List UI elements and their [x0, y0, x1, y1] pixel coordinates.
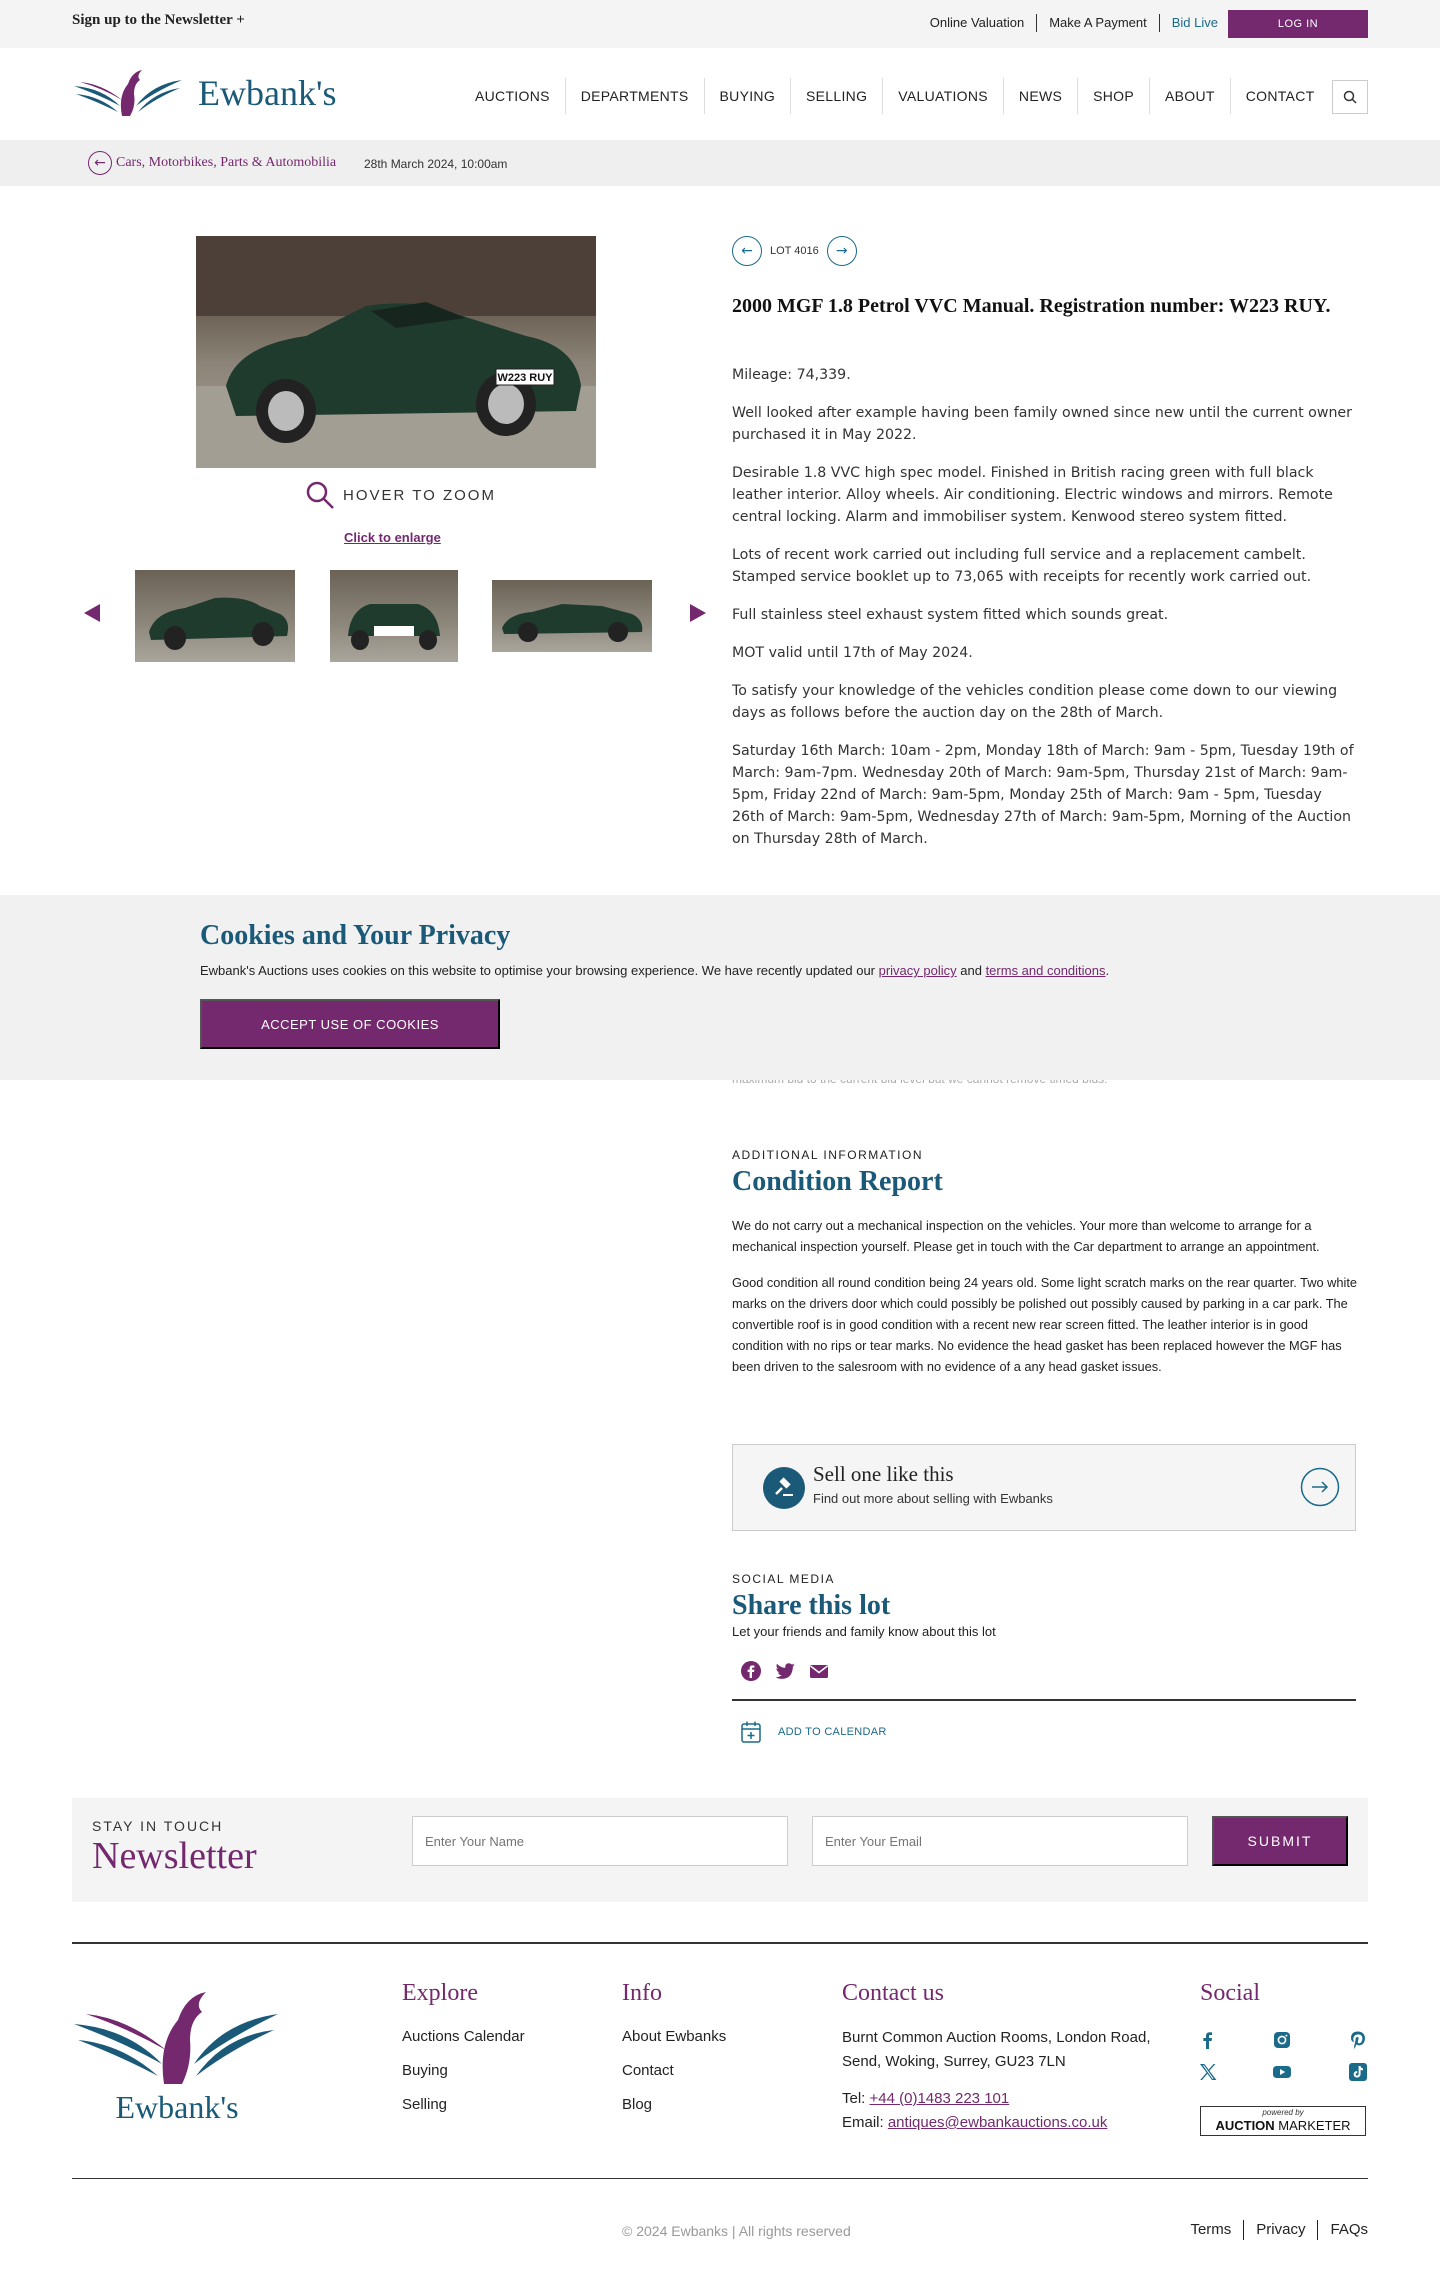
lot-number: LOT 4016	[770, 245, 819, 257]
newsletter-name-input[interactable]	[412, 1816, 788, 1866]
top-bar	[0, 0, 1440, 48]
nav-shop[interactable]: SHOP	[1078, 78, 1150, 114]
email-icon[interactable]	[808, 1660, 830, 1682]
condition-paragraph: We do not carry out a mechanical inspection on the vehicles. Your more than welcome to arrange for a mechanical inspection yourself. Please get in touch with the Car department to arrange an appointment.	[732, 1218, 1320, 1254]
back-arrow-icon[interactable]: ←	[88, 151, 112, 175]
cookie-text-part: and	[956, 963, 986, 978]
gavel-icon	[763, 1467, 805, 1509]
add-to-calendar-label[interactable]: ADD TO CALENDAR	[778, 1726, 887, 1738]
cookie-text	[200, 963, 1109, 978]
nav-auctions[interactable]: AUCTIONS	[460, 78, 566, 114]
number-plate: W223 RUY	[497, 372, 553, 384]
login-button[interactable]: LOG IN	[1228, 10, 1368, 38]
gallery-thumbnail[interactable]	[330, 570, 458, 662]
lot-title: 2000 MGF 1.8 Petrol VVC Manual. Registration number: W223 RUY.	[732, 295, 1331, 317]
youtube-icon[interactable]	[1272, 2062, 1292, 2082]
footer-social-icons	[1198, 2030, 1368, 2090]
share-title: Share this lot	[732, 1590, 891, 1621]
description-paragraph: Full stainless steel exhaust system fitted which sounds great.	[732, 607, 1169, 623]
auction-marketer-badge[interactable]	[1200, 2106, 1366, 2136]
gallery-next-arrow-icon[interactable]	[690, 604, 706, 622]
newsletter-email-input[interactable]	[812, 1816, 1188, 1866]
breadcrumb	[0, 140, 1440, 186]
terms-link[interactable]: Terms	[1178, 2220, 1244, 2240]
sell-one-like-this-box[interactable]	[732, 1444, 1356, 1531]
footer-contact-title: Contact us	[842, 1980, 944, 2006]
am-bold: AUCTION	[1215, 2118, 1275, 2133]
footer-social-title: Social	[1200, 1980, 1260, 2006]
email-link[interactable]: antiques@ewbankauctions.co.uk	[887, 2114, 1108, 2131]
nav-buying[interactable]: BUYING	[705, 78, 791, 114]
make-payment-link[interactable]: Make A Payment	[1037, 14, 1160, 32]
footer-link-auctions-calendar[interactable]: Auctions Calendar	[402, 2028, 525, 2045]
footer-divider	[72, 2178, 1368, 2179]
divider	[732, 1699, 1356, 1701]
cookie-text-part: Ewbank's Auctions uses cookies on this website to optimise your browsing experience. We have recently updated our	[200, 963, 879, 978]
online-valuation-link[interactable]: Online Valuation	[918, 14, 1037, 32]
footer-explore-title: Explore	[402, 1980, 478, 2006]
tiktok-icon[interactable]	[1348, 2062, 1368, 2082]
cookie-text-part: .	[1105, 963, 1110, 978]
newsletter-section	[72, 1798, 1368, 1902]
search-button[interactable]	[1332, 80, 1368, 114]
search-icon	[1343, 90, 1357, 104]
instagram-icon[interactable]	[1272, 2030, 1292, 2050]
pinterest-icon[interactable]	[1348, 2030, 1368, 2050]
privacy-policy-link[interactable]: privacy policy	[878, 963, 957, 978]
magnifier-icon	[305, 480, 335, 510]
newsletter-kicker: STAY IN TOUCH	[92, 1818, 224, 1834]
footer-logo[interactable]	[72, 1984, 282, 2124]
powered-by-text: powered by	[1262, 2108, 1304, 2117]
facebook-icon[interactable]	[1198, 2030, 1218, 2050]
site-header	[0, 48, 1440, 140]
email-label: Email:	[842, 2114, 888, 2131]
share-icons	[740, 1660, 830, 1682]
footer-logo-text: Ewbank's	[115, 2089, 239, 2124]
additional-info-label: ADDITIONAL INFORMATION	[732, 1148, 924, 1162]
dragon-logo-icon	[72, 1984, 282, 2124]
cookie-banner	[0, 895, 1440, 1080]
facebook-icon[interactable]	[740, 1660, 762, 1682]
condition-report-text	[732, 1215, 1362, 1392]
footer-address: Burnt Common Auction Rooms, London Road, Send, Woking, Surrey, GU23 7LN	[842, 2029, 1151, 2070]
footer-link-contact[interactable]: Contact	[622, 2062, 674, 2079]
description-paragraph: To satisfy your knowledge of the vehicles condition please come down to our viewing days as follows before the auction day on the 28th of March.	[732, 683, 1338, 721]
footer-divider	[72, 1942, 1368, 1944]
bid-live-link[interactable]: Bid Live	[1171, 15, 1218, 30]
footer-legal-links	[1178, 2220, 1368, 2240]
gallery-thumbnail[interactable]	[135, 570, 295, 662]
nav-news[interactable]: NEWS	[1004, 78, 1078, 114]
sell-title: Sell one like this	[813, 1462, 954, 1486]
telephone-link[interactable]: +44 (0)1483 223 101	[869, 2090, 1010, 2107]
twitter-icon[interactable]	[774, 1660, 796, 1682]
terms-link[interactable]: terms and conditions	[985, 963, 1106, 978]
arrow-right-circle-icon[interactable]	[1300, 1467, 1340, 1507]
privacy-link[interactable]: Privacy	[1244, 2220, 1318, 2240]
am-rest: MARKETER	[1274, 2118, 1351, 2133]
footer-link-buying[interactable]: Buying	[402, 2062, 448, 2079]
lot-description	[732, 364, 1358, 866]
click-to-enlarge-link[interactable]: Click to enlarge	[344, 530, 441, 545]
nav-about[interactable]: ABOUT	[1150, 78, 1231, 114]
lot-navigation	[732, 236, 857, 266]
zoom-hint-text: HOVER TO ZOOM	[343, 486, 496, 504]
description-paragraph: Well looked after example having been family owned since new until the current owner purchased it in May 2022.	[732, 405, 1352, 443]
sell-subtitle: Find out more about selling with Ewbanks	[813, 1491, 1053, 1506]
auction-date: 28th March 2024, 10:00am	[364, 157, 508, 171]
main-nav	[460, 78, 1329, 114]
calendar-add-icon	[740, 1720, 762, 1744]
nav-departments[interactable]: DEPARTMENTS	[566, 78, 705, 114]
nav-valuations[interactable]: VALUATIONS	[883, 78, 1004, 114]
accept-cookies-button[interactable]: ACCEPT USE OF COOKIES	[200, 999, 500, 1049]
condition-report-title: Condition Report	[732, 1166, 943, 1197]
nav-contact[interactable]: CONTACT	[1245, 88, 1315, 104]
hover-to-zoom	[305, 480, 496, 510]
description-paragraph: Mileage: 74,339.	[732, 367, 851, 383]
prev-lot-arrow-icon[interactable]: ←	[732, 236, 762, 266]
dragon-logo-icon	[72, 66, 184, 120]
next-lot-arrow-icon[interactable]: →	[827, 236, 857, 266]
description-paragraph: MOT valid until 17th of May 2024.	[732, 645, 973, 661]
footer-info-title: Info	[622, 1980, 662, 2006]
share-subtitle: Let your friends and family know about this lot	[732, 1624, 996, 1639]
newsletter-submit-button[interactable]: SUBMIT	[1212, 1816, 1348, 1866]
footer-link-about[interactable]: About Ewbanks	[622, 2028, 727, 2045]
add-to-calendar[interactable]	[740, 1720, 887, 1744]
auction-marketer-text	[1201, 2118, 1365, 2133]
x-twitter-icon[interactable]	[1198, 2062, 1218, 2082]
copyright: © 2024 Ewbanks | All rights reserved	[622, 2223, 851, 2239]
footer-telephone	[842, 2090, 1009, 2107]
footer-link-blog[interactable]: Blog	[622, 2096, 653, 2113]
description-paragraph: Saturday 16th March: 10am - 2pm, Monday 18th of March: 9am - 5pm, Tuesday 19th of March: 9am-7pm. Wednesday 20th of March: 9am-5pm, Thursday 21st of March: 9am-5pm, Friday 22nd of March: 9am-5pm, Monday 25th of March: 9am - 5pm, Tuesday 26th of March: 9am-5pm, Wednesday 27th of March: 9am-5pm, Morning of the Auction on Thursday 28th of March.	[732, 743, 1354, 847]
newsletter-title: Newsletter	[92, 1835, 257, 1877]
logo-text: Ewbank's	[198, 73, 337, 113]
description-paragraph: Desirable 1.8 VVC high spec model. Finished in British racing green with full black leather interior. Alloy wheels. Air conditioning. Electric windows and mirrors. Remote central locking. Alarm and immobiliser system. Kenwood stereo system fitted.	[732, 465, 1333, 525]
gallery-prev-arrow-icon[interactable]	[84, 604, 100, 622]
social-media-label: SOCIAL MEDIA	[732, 1572, 835, 1586]
footer-link-selling[interactable]: Selling	[402, 2096, 448, 2113]
newsletter-signup-link[interactable]: Sign up to the Newsletter +	[72, 12, 245, 28]
faqs-link[interactable]: FAQs	[1330, 2221, 1368, 2238]
car-photo	[196, 236, 596, 468]
nav-selling[interactable]: SELLING	[791, 78, 883, 114]
footer-email	[842, 2114, 1107, 2131]
top-links	[918, 14, 1230, 32]
condition-paragraph: Good condition all round condition being 24 years old. Some light scratch marks on the rear quarter. Two white marks on the drivers door which could possibly be polished out possibly caused by parking in a car park. The convertible roof is in good condition with a recent new rear screen fitted. The leather interior is in good condition with no rips or tear marks. No evidence the head gasket has been replaced however the MGF has been driven to the salesroom with no evidence of a any head gasket issues.	[732, 1275, 1358, 1374]
tel-label: Tel:	[842, 2090, 870, 2107]
cookie-title: Cookies and Your Privacy	[200, 920, 511, 951]
gallery-thumbnail[interactable]	[492, 580, 652, 652]
breadcrumb-category-link[interactable]: Cars, Motorbikes, Parts & Automobilia	[116, 155, 337, 170]
description-paragraph: Lots of recent work carried out including full service and a replacement cambelt. Stamped service booklet up to 73,065 with receipts for recently work carried out.	[732, 547, 1312, 585]
site-logo[interactable]	[72, 66, 336, 120]
main-lot-image[interactable]	[196, 236, 596, 468]
